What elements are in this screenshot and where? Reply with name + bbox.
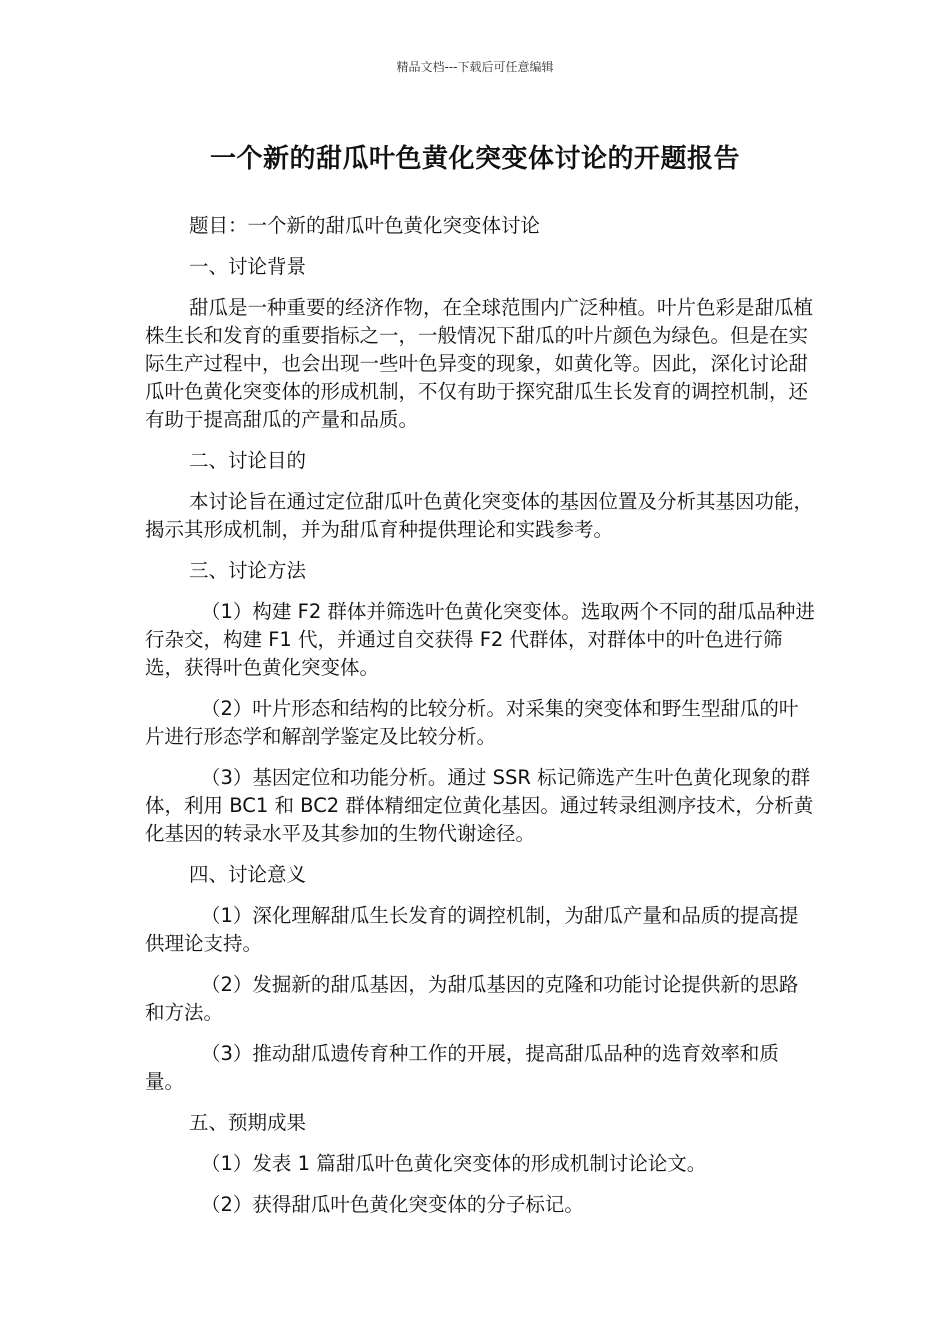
- purpose-paragraph: 本讨论旨在通过定位甜瓜叶色黄化突变体的基因位置及分析其基因功能，揭示其形成机制，并为甜瓜育种提供理论和实践参考。: [145, 490, 814, 541]
- document-body: [145, 212, 817, 1232]
- section-heading-methods: 三、讨论方法: [189, 559, 307, 582]
- method-item-1: （1）构建 F2 群体并筛选叶色黄化突变体。选取两个不同的甜瓜品种进行杂交，构建 F1 代，并通过自交获得 F2 代群体，对群体中的叶色进行筛选，获得叶色黄化突变体。: [145, 600, 815, 679]
- expected-item-1: （1）发表 1 篇甜瓜叶色黄化突变体的形成机制讨论论文。: [201, 1152, 707, 1175]
- method-item-2: （2）叶片形态和结构的比较分析。对采集的突变体和野生型甜瓜的叶片进行形态学和解剖学鉴定及比较分析。: [145, 697, 799, 748]
- section-heading-background: 一、讨论背景: [189, 255, 307, 278]
- section-heading-expected-results: 五、预期成果: [189, 1111, 307, 1134]
- significance-item-3: （3）推动甜瓜遗传育种工作的开展，提高甜瓜品种的选育效率和质量。: [145, 1042, 779, 1093]
- background-paragraph: 甜瓜是一种重要的经济作物，在全球范围内广泛种植。叶片色彩是甜瓜植株生长和发育的重要指标之一，一般情况下甜瓜的叶片颜色为绿色。但是在实际生产过程中，也会出现一些叶色异变的现象，如黄化等。因此，深化讨论甜瓜叶色黄化突变体的形成机制，不仅有助于探究甜瓜生长发育的调控机制，还有助于提高甜瓜的产量和品质。: [145, 296, 814, 431]
- significance-item-1: （1）深化理解甜瓜生长发育的调控机制，为甜瓜产量和品质的提高提供理论支持。: [145, 904, 799, 955]
- section-heading-purpose: 二、讨论目的: [189, 449, 307, 472]
- method-item-3: （3）基因定位和功能分析。通过 SSR 标记筛选产生叶色黄化现象的群体，利用 BC1 和 BC2 群体精细定位黄化基因。通过转录组测序技术，分析黄化基因的转录水平及其参加的生物代谢途径。: [145, 766, 814, 845]
- significance-item-2: （2）发掘新的甜瓜基因，为甜瓜基因的克隆和功能讨论提供新的思路和方法。: [145, 973, 799, 1024]
- document-title: 一个新的甜瓜叶色黄化突变体讨论的开题报告: [209, 144, 740, 174]
- section-heading-significance: 四、讨论意义: [189, 863, 307, 886]
- expected-item-2: （2）获得甜瓜叶色黄化突变体的分子标记。: [201, 1193, 584, 1216]
- page-header-watermark: 精品文档---下载后可任意编辑: [396, 60, 554, 74]
- subject-line: 题目：一个新的甜瓜叶色黄化突变体讨论: [189, 214, 541, 237]
